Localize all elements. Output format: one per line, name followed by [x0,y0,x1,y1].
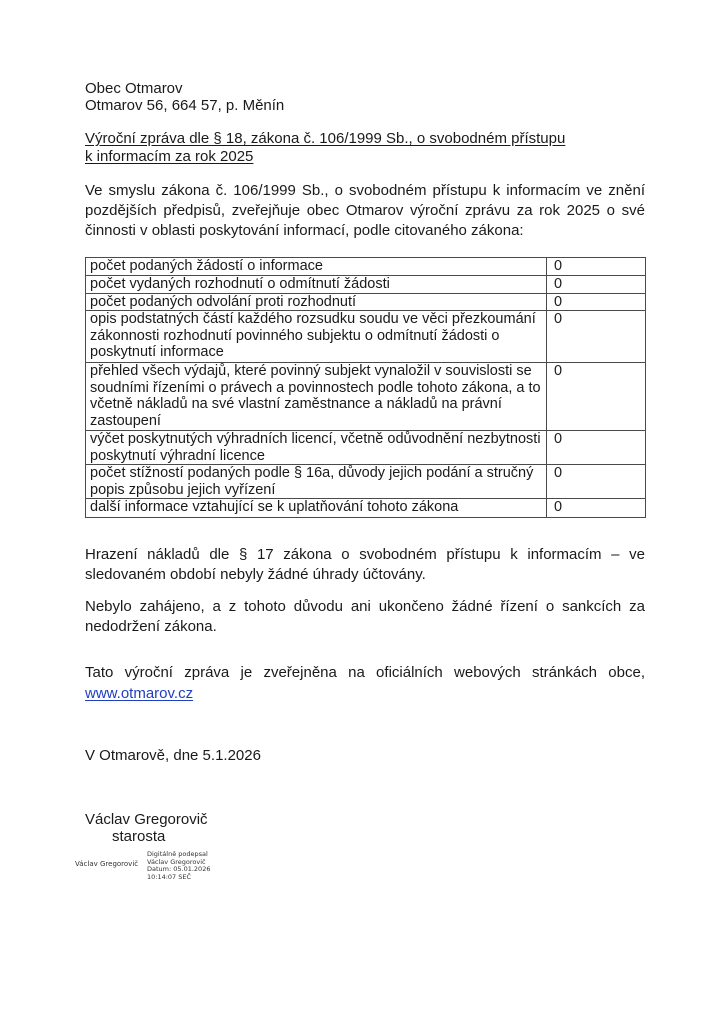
signer-role: starosta [112,828,166,845]
signature-line: Datum: 05.01.2026 [147,865,211,873]
row-label: přehled všech výdajů, které povinný subjekt vynaložil v souvislosti se soudními řízeními o právech a povinnostech podle tohoto zákona, a to včetně nákladů na své vlastní zaměstnance a nákladů na právní zastoupení [86,363,547,431]
signature-line: 10:14:07 SEČ [147,872,192,881]
digital-signature-name: Václav Gregorovič [75,860,139,868]
signature-line: Václav Gregorovič [147,857,206,866]
report-title-line2: k informacím za rok 2025 [85,148,254,165]
row-value: 0 [547,431,646,465]
costs-paragraph: Hrazení nákladů dle § 17 zákona o svobodném přístupu k informacím – ve sledovaném období nebyly žádné úhrady účtovány. [85,546,645,583]
publication-paragraph: Tato výroční zpráva je zveřejněna na oficiálních webových stránkách obce, [85,664,645,681]
row-label: další informace vztahující se k uplatňování tohoto zákona [86,499,547,518]
report-title-line1: Výroční zpráva dle § 18, zákona č. 106/1999 Sb., o svobodném přístupu [85,130,566,147]
digital-signature-details [147,851,210,881]
intro-paragraph: Ve smyslu zákona č. 106/1999 Sb., o svobodném přístupu k informacím ve znění pozdějších předpisů, zveřejňuje obec Otmarov výroční zprávu za rok 2025 o své činnosti v oblasti poskytování informací, podle citovaného zákona: [85,182,645,239]
place-date: V Otmarově, dne 5.1.2026 [85,747,261,764]
table-row [86,499,646,518]
row-value: 0 [547,258,646,276]
row-label: opis podstatných částí každého rozsudku soudu ve věci přezkoumání zákonnosti rozhodnutí povinného subjektu o odmítnutí žádosti o poskytnutí informace [86,311,547,363]
table-row [86,276,646,294]
org-name: Obec Otmarov [85,80,183,97]
row-value: 0 [547,311,646,363]
row-value: 0 [547,363,646,431]
table-row [86,311,646,363]
table-row [86,258,646,276]
row-value: 0 [547,465,646,499]
row-value: 0 [547,293,646,311]
row-value: 0 [547,499,646,518]
row-label: výčet poskytnutých výhradních licencí, včetně odůvodnění nezbytnosti poskytnutí výhradní licence [86,431,547,465]
row-label: počet podaných odvolání proti rozhodnutí [86,293,547,311]
report-table [85,257,646,518]
signer-name: Václav Gregorovič [85,811,208,828]
table-row [86,293,646,311]
website-link[interactable]: www.otmarov.cz [85,685,194,702]
table-row [86,465,646,499]
row-label: počet stížností podaných podle § 16a, důvody jejich podání a stručný popis způsobu jejich vyřízení [86,465,547,499]
signature-line: Digitálně podepsal [147,850,208,858]
row-label: počet podaných žádostí o informace [86,258,547,276]
sanctions-paragraph: Nebylo zahájeno, a z tohoto důvodu ani ukončeno žádné řízení o sankcích za nedodržení zákona. [85,598,645,635]
table-row [86,431,646,465]
table-row [86,363,646,431]
row-label: počet vydaných rozhodnutí o odmítnutí žádosti [86,276,547,294]
row-value: 0 [547,276,646,294]
org-address: Otmarov 56, 664 57, p. Měnín [85,97,285,114]
